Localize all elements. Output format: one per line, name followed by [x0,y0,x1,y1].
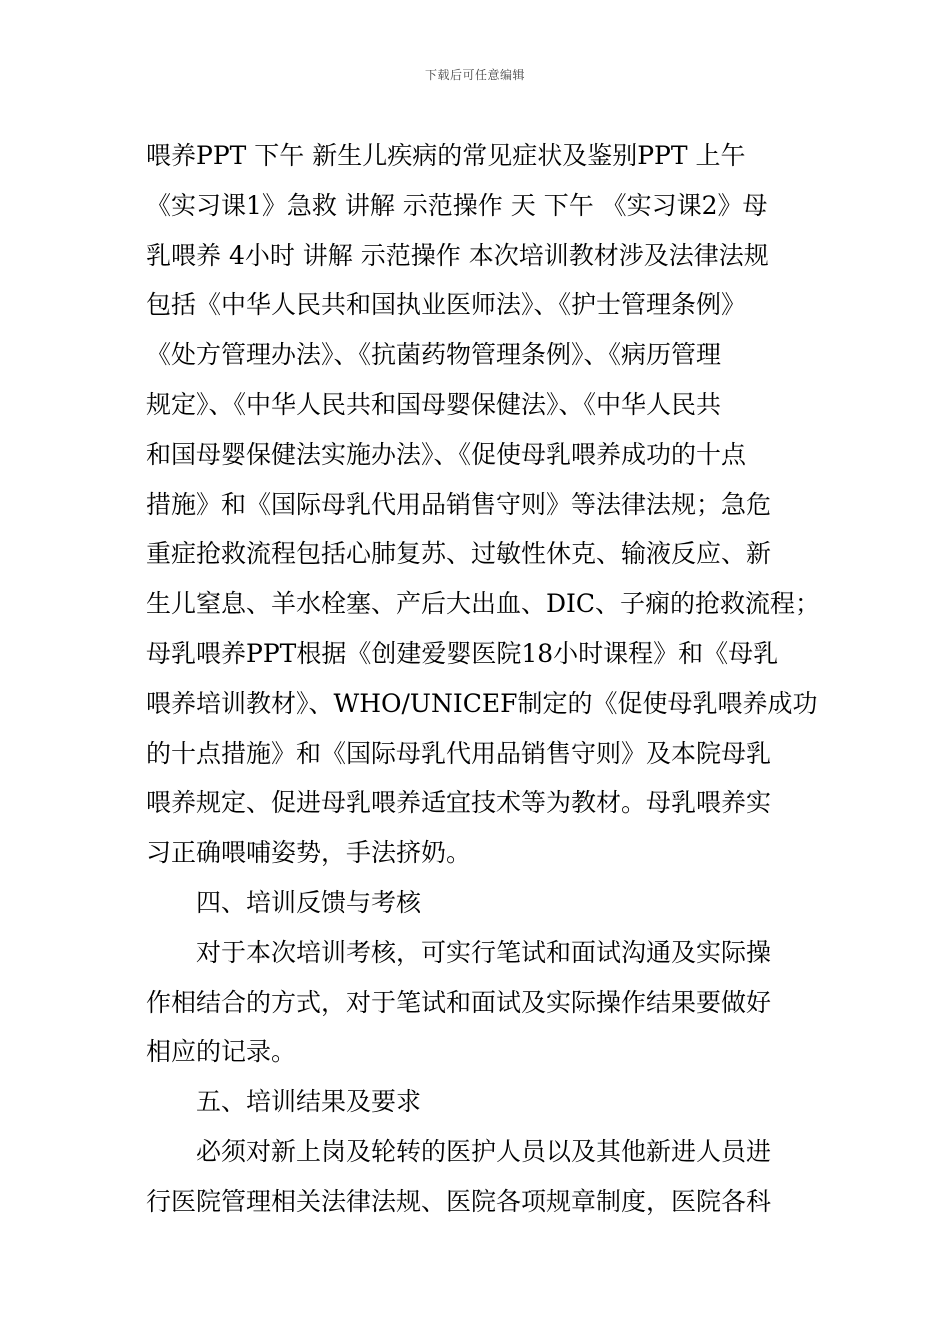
text-line: 重症抢救流程包括心肺复苏、过敏性休克、输液反应、新 [146,539,772,569]
paragraph [146,1127,808,1227]
text-line: 喂养PPT 下午 新生儿疾病的常见症状及鉴别PPT 上午 [146,141,746,170]
paragraph [146,928,808,1077]
text-line: 规定》、《中华人民共和国母婴保健法》、《中华人民共 [146,389,722,419]
text-line: 作相结合的方式，对于笔试和面试及实际操作结果要做好 [146,987,772,1017]
text-line: 乳喂养 4小时 讲解 示范操作 本次培训教材涉及法律法规 [146,240,769,270]
text-line: 《处方管理办法》、《抗菌药物管理条例》、《病历管理 [146,340,722,370]
text-line: 喂养规定、促进母乳喂养适宜技术等为教材。母乳喂养实 [146,788,772,818]
text-line: 包括《中华人民共和国执业医师法》、《护士管理条例》 [146,290,747,320]
page-header: 下载后可任意编辑 [424,68,525,82]
text-line: 相应的记录。 [146,1037,297,1067]
text-line: 喂养培训教材》、WHO/UNICEF制定的《促使母乳喂养成功 [146,688,818,718]
text-line: 措施》和《国际母乳代用品销售守则》等法律法规；急危 [146,489,772,519]
text-line: 《实习课1》急救 讲解 示范操作 天 下午 《实习课2》母 [146,190,768,220]
text-line: 五、培训结果及要求 [196,1087,422,1117]
paragraph [146,131,821,878]
paragraph [146,1077,808,1127]
text-line: 必须对新上岗及轮转的医护人员以及其他新进人员进 [196,1136,772,1166]
text-line: 对于本次培训考核，可实行笔试和面试沟通及实际操 [196,937,772,967]
text-line: 和国母婴保健法实施办法》、《促使母乳喂养成功的十点 [146,439,747,469]
text-line: 生儿窒息、羊水栓塞、产后大出血、DIC、子痫的抢救流程； [146,589,821,619]
document-body [146,131,821,1227]
text-line: 习正确喂哺姿势，手法挤奶。 [146,838,472,868]
text-line: 四、培训反馈与考核 [196,887,422,917]
text-line: 的十点措施》和《国际母乳代用品销售守则》及本院母乳 [146,738,772,768]
text-line: 行医院管理相关法律法规、医院各项规章制度，医院各科 [146,1186,772,1216]
text-line: 母乳喂养PPT根据《创建爱婴医院18小时课程》和《母乳 [146,638,779,668]
paragraph [146,878,808,928]
